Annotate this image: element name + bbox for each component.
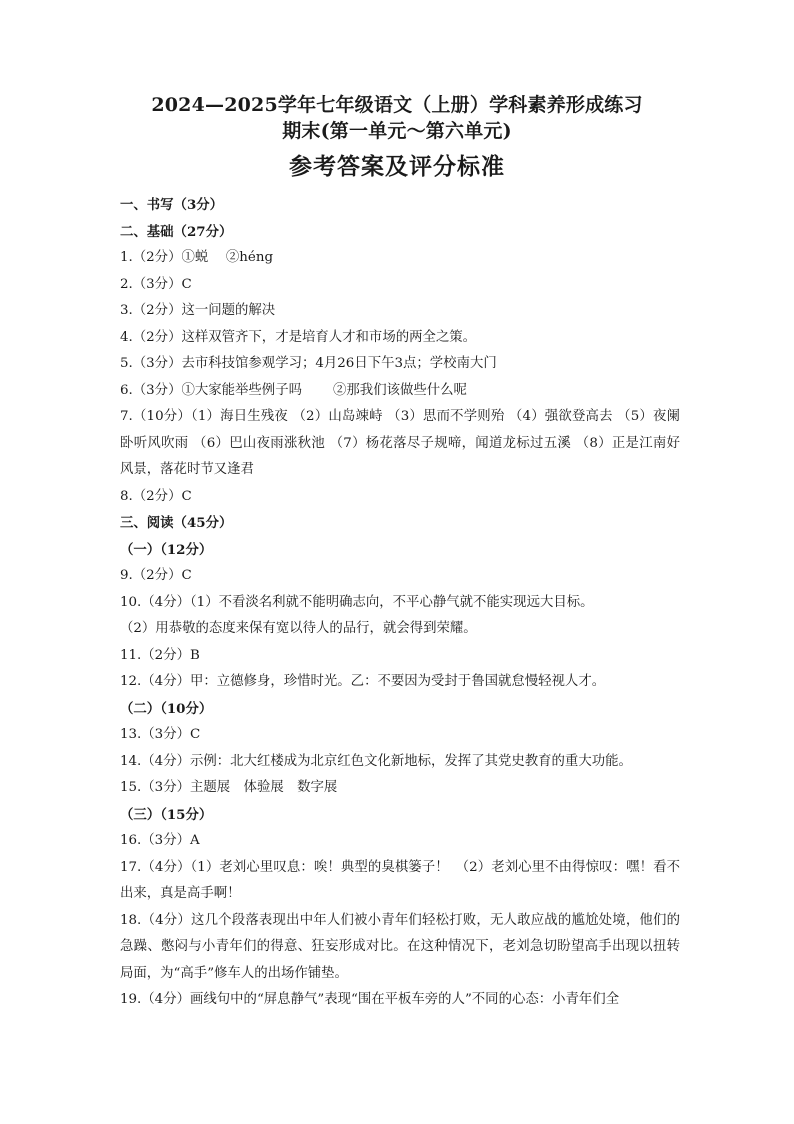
answer-line: 6.（3分）①大家能举些例子吗 ②那我们该做些什么呢 (120, 382, 467, 398)
answer-line: 11.（2分）B (120, 647, 200, 663)
answer-line: 16.（3分）A (120, 833, 200, 848)
answer-line: 2.（3分）C (120, 276, 192, 292)
answer-line: 3.（2分）这一问题的解决 (120, 303, 276, 318)
exam-subtitle: 期末(第一单元～第六单元) (282, 120, 512, 142)
answer-line: 15.（3分）主题展 体验展 数字展 (120, 780, 338, 795)
answer-line: 17.（4分）（1）老刘心里叹息：唉！典型的臭棋篓子！ （2）老刘心里不由得惊叹：嘿！看不出来，真是高手啊！ (120, 859, 680, 901)
answer-line: 1.（2分）①蜕 ②héng (120, 250, 274, 265)
answer-line: 19.（4分）画线句中的“屏息静气”表现“围在平板车旁的人”不同的心态：小青年们全 (120, 992, 620, 1007)
title-block (0, 92, 794, 182)
section-heading: 三、阅读（45分） (120, 515, 233, 531)
answer-line: 18.（4分）这几个段落表现出中年人们被小青年们轻松打败，无人敢应战的尴尬处境，他们的急躁、憋闷与小青年们的得意、狂妄形成对比。在这种情况下，老刘急切盼望高手出现以扭转局面，为“高手”修车人的出场作铺垫。 (120, 912, 680, 981)
answer-line: 8.（2分）C (120, 488, 192, 504)
answer-line: 5.（3分）去市科技馆参观学习；4月26日下午3点；学校南大门 (120, 356, 497, 371)
answer-line: 10.（4分）（1）不看淡名利就不能明确志向，不平心静气就不能实现远大目标。 (120, 594, 594, 610)
section-heading: 一、书写（3分） (120, 197, 224, 213)
answer-line: 7.（10分）（1）海日生残夜 （2）山岛竦峙 （3）思而不学则殆 （4）强欲登高去 （5）夜阑卧听风吹雨 （6）巴山夜雨涨秋池 （7）杨花落尽子规啼，闻道龙标过五溪 （8）正是江南好风景，落花时节又逢君 (120, 409, 680, 477)
answer-line: （2）用恭敬的态度来保有宽以待人的品行，就会得到荣耀。 (120, 621, 477, 636)
answer-key-title: 参考答案及评分标准 (289, 153, 505, 180)
answer-line: 9.（2分）C (120, 568, 192, 583)
section-heading: （一）（12分） (120, 541, 213, 558)
answer-line: 13.（3分）C (120, 727, 201, 742)
exam-title: 2024—2025学年七年级语文（上册）学科素养形成练习 (151, 94, 643, 116)
section-heading: 二、基础（27分） (120, 223, 233, 240)
section-heading: （三）（15分） (120, 806, 213, 823)
answer-list (120, 192, 680, 1014)
answer-line: 12.（4分）甲：立德修身，珍惜时光。乙：不要因为受封于鲁国就怠慢轻视人才。 (120, 674, 606, 689)
answer-line: 4.（2分）这样双管齐下，才是培育人才和市场的两全之策。 (120, 329, 477, 345)
section-heading: （二）（10分） (120, 700, 213, 717)
answer-line: 14.（4分）示例：北大红楼成为北京红色文化新地标，发挥了其党史教育的重大功能。 (120, 753, 632, 769)
